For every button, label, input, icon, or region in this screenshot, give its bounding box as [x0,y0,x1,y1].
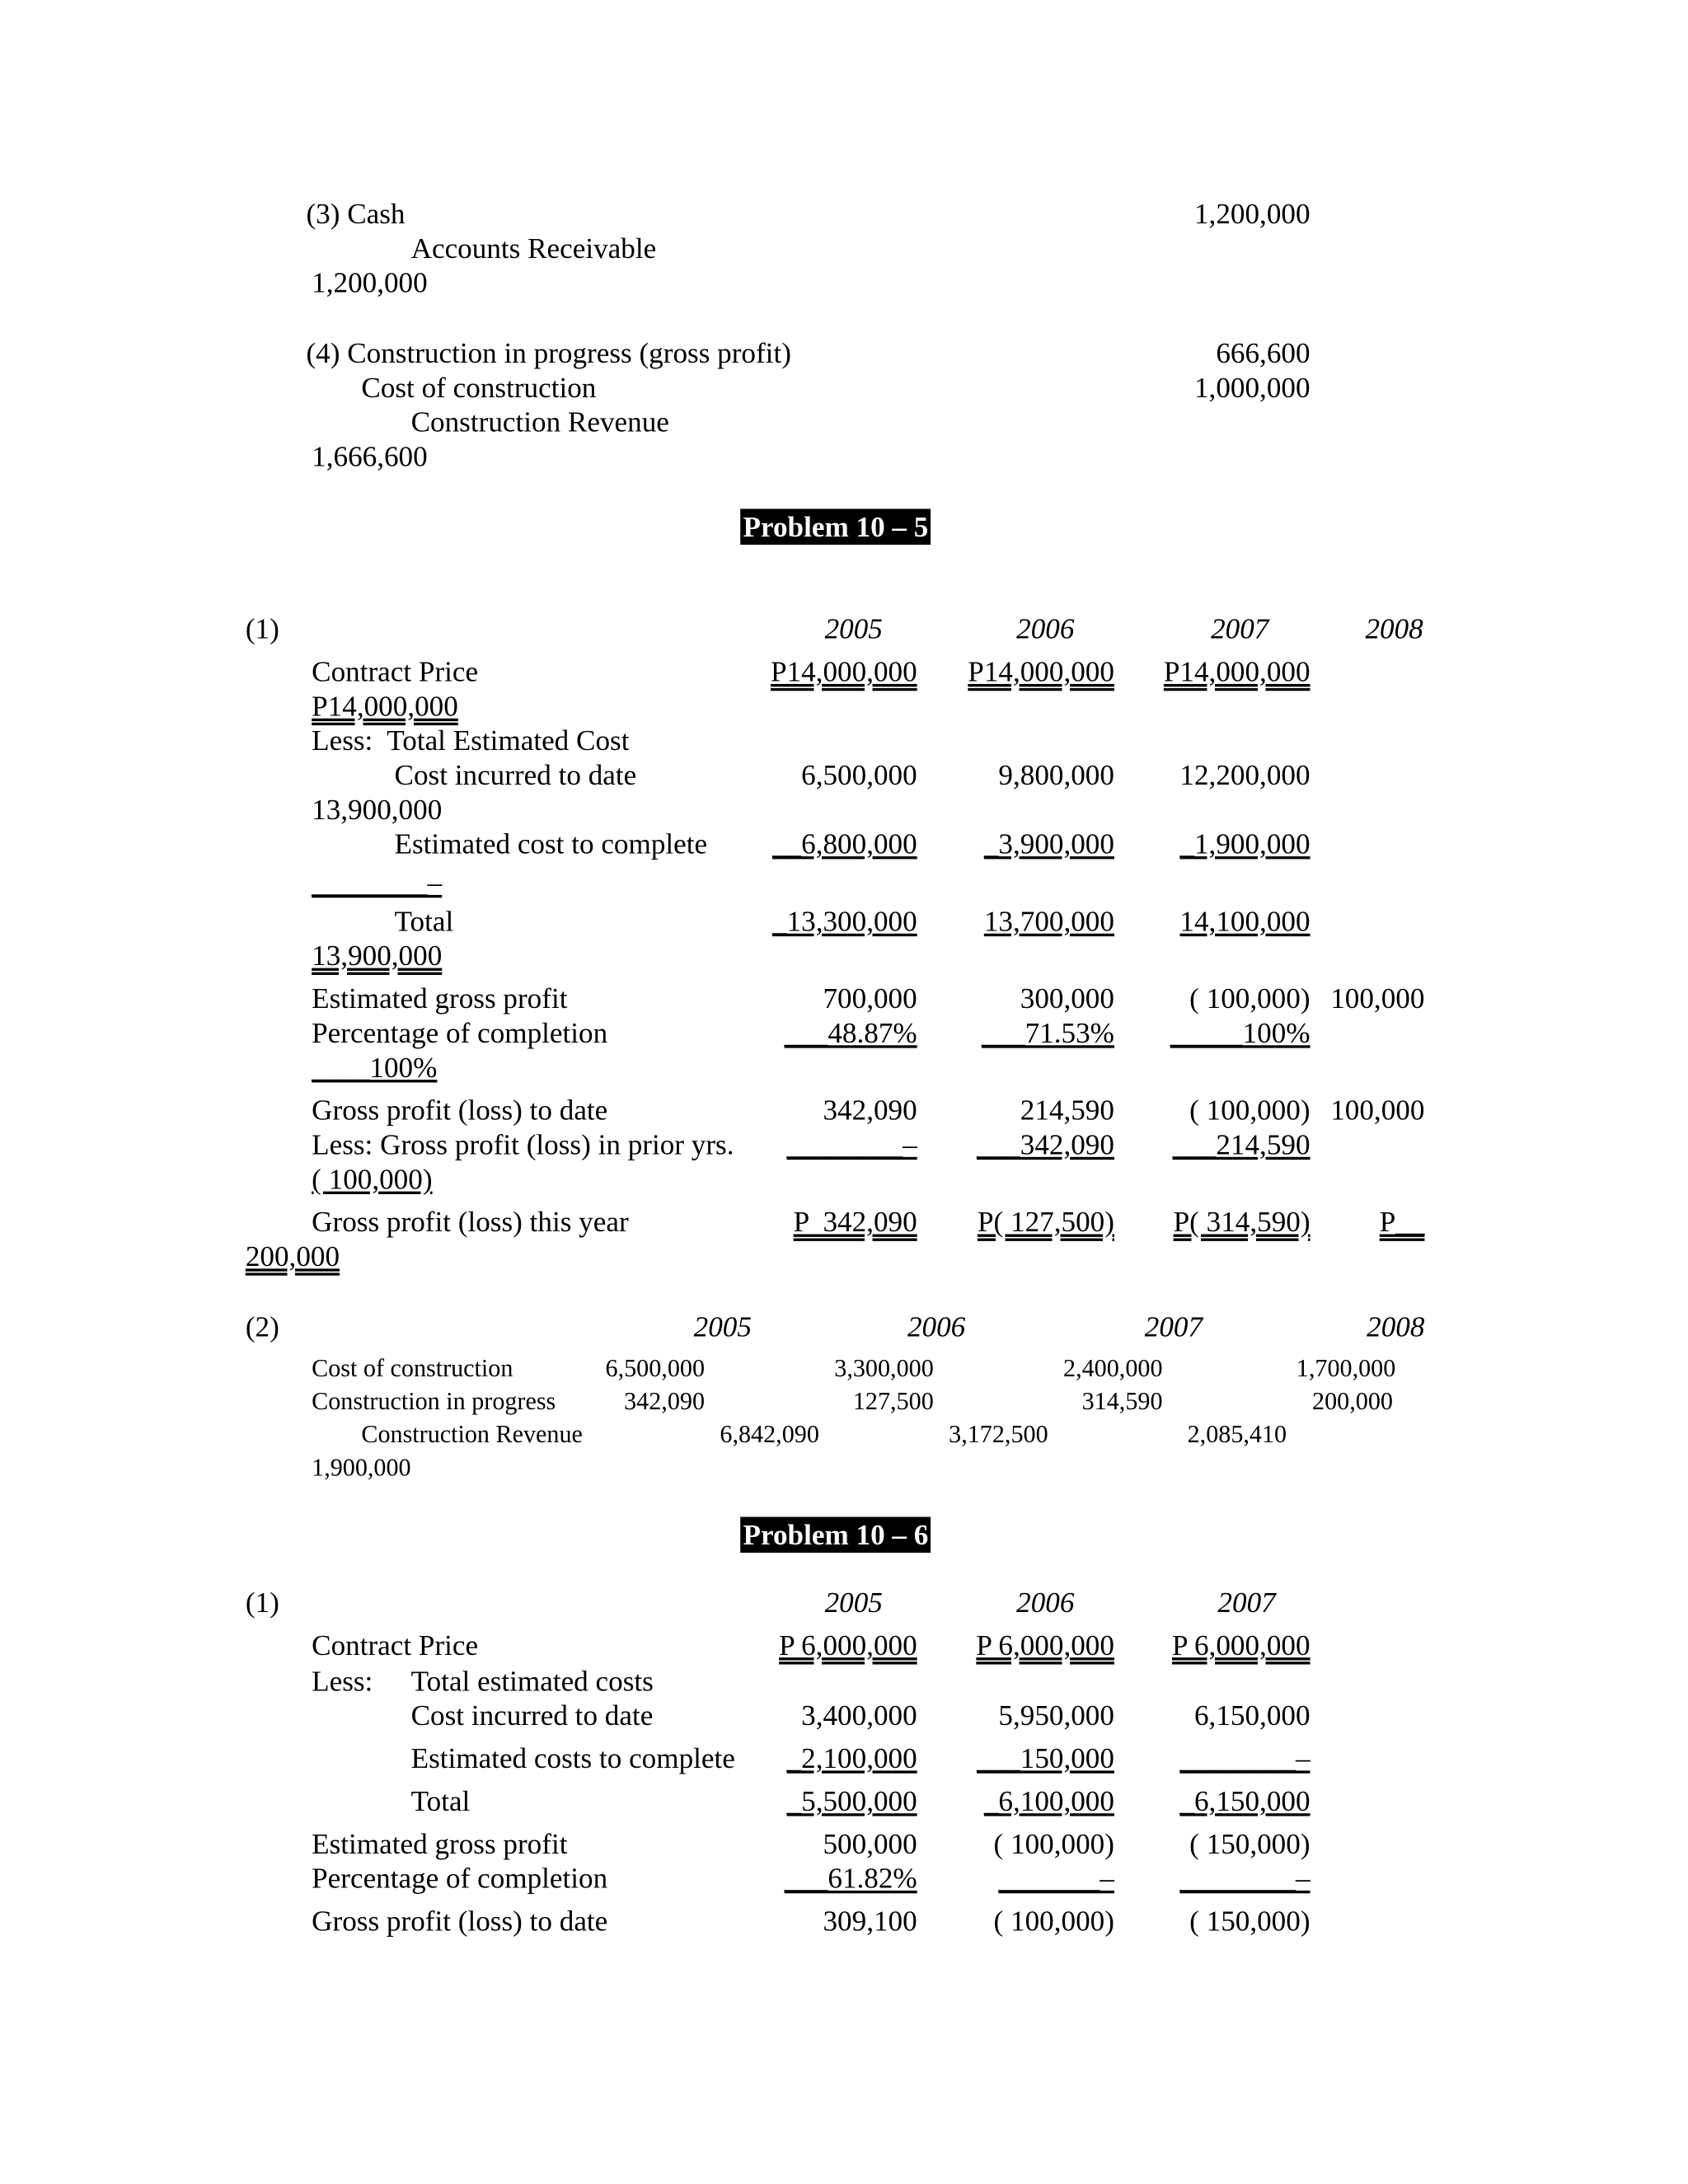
row-label: Estimated gross profit [312,1826,568,1861]
cell: ________– [312,865,443,899]
year-header: 2007 [1144,1310,1203,1343]
cell: ____100% [312,1050,438,1085]
row-label: Gross profit (loss) to date [312,1093,608,1127]
year-header: 2007 [1211,612,1269,646]
cell: __6,800,000 [771,827,917,861]
cell: ( 100,000) [993,1826,1114,1861]
cell: ___48.87% [784,1016,917,1050]
journal-credit: 1,200,000 [312,265,428,300]
part-marker: (1) [245,1586,279,1619]
cell: ( 150,000) [1189,1904,1311,1938]
row-label: Gross profit (loss) to date [312,1904,608,1938]
cell: P 6,000,000 [779,1629,917,1662]
cell: P14,000,000 [771,654,917,688]
cell: 6,842,090 [720,1420,819,1448]
cell: 3,300,000 [834,1354,934,1382]
year-header: 2005 [824,612,883,646]
row-label: Less: [312,1664,373,1698]
year-header: 2008 [1365,612,1423,646]
cell: 342,090 [823,1093,917,1127]
cell: ___150,000 [977,1741,1114,1775]
cell: 309,100 [823,1904,917,1938]
cell: 700,000 [823,982,917,1015]
row-label: Less: Total Estimated Cost [312,724,630,757]
journal-credit-account: Construction Revenue [410,405,669,439]
cell: P14,000,000 [968,654,1114,688]
cell: 314,590 [1081,1387,1163,1415]
cell: 214,590 [1020,1093,1114,1127]
cell: 200,000 [245,1240,340,1273]
year-header: 2006 [907,1310,966,1343]
row-label: Total estimated costs [410,1664,654,1698]
row-label: Percentage of completion [312,1016,608,1050]
cell: ___61.82% [784,1861,917,1895]
journal-debit-account: Cost of construction [361,371,597,405]
cell: 2,400,000 [1063,1354,1163,1382]
cell: 100,000 [1330,982,1425,1015]
part-marker: (2) [245,1310,279,1343]
cell: P 342,090 [793,1205,917,1239]
cell: ___342,090 [977,1127,1114,1161]
cell: 342,090 [624,1387,706,1415]
row-label: Total [394,904,454,938]
cell: 127,500 [852,1387,934,1415]
cell: 6,500,000 [605,1354,706,1382]
problem-title: Problem 10 – 5 [740,509,931,545]
year-header: 2005 [693,1310,752,1343]
cell: _______– [998,1861,1114,1895]
cell: 5,950,000 [998,1699,1114,1732]
row-label: Construction in progress [312,1387,556,1415]
cell: ________– [1179,1861,1311,1895]
cell: 500,000 [823,1826,917,1861]
cell: 14,100,000 [1179,904,1311,938]
cell: _13,300,000 [771,904,917,938]
year-header: 2005 [824,1586,883,1619]
year-header: 2006 [1016,612,1075,646]
cell: ________– [1179,1741,1311,1775]
row-label: Estimated costs to complete [410,1741,735,1775]
journal-debit: 1,200,000 [1193,197,1311,231]
cell: ( 100,000) [1189,1093,1311,1127]
cell: _6,150,000 [1179,1784,1311,1818]
cell: P 6,000,000 [1171,1629,1311,1662]
row-label: Construction Revenue [361,1420,583,1448]
journal-entry-4-label: (4) Construction in progress (gross profit) [306,336,791,370]
journal-credit: 1,666,600 [312,439,428,473]
year-header: 2008 [1367,1310,1425,1343]
cell: 3,400,000 [801,1699,917,1732]
cell: 300,000 [1020,982,1114,1015]
cell: 1,900,000 [312,1453,411,1482]
cell: P14,000,000 [1163,654,1311,688]
cell: _5,500,000 [786,1784,917,1818]
journal-credit-account: Accounts Receivable [410,232,657,265]
cell: 9,800,000 [998,758,1114,792]
cell: 13,700,000 [983,904,1114,938]
cell: ___71.53% [981,1016,1114,1050]
journal-debit: 666,600 [1216,336,1311,370]
cell: _1,900,000 [1179,827,1311,861]
year-header: 2006 [1016,1586,1075,1619]
cell: _____100% [1170,1016,1311,1050]
row-label: Less: Gross profit (loss) in prior yrs. [312,1127,734,1161]
cell: ( 150,000) [1189,1826,1311,1861]
journal-entry-3-label: (3) Cash [306,197,406,231]
cell: ( 100,000) [312,1162,433,1196]
cell: 1,700,000 [1296,1354,1396,1382]
cell: P( 314,590) [1173,1205,1311,1239]
cell: 12,200,000 [1179,758,1311,792]
year-header: 2007 [1217,1586,1276,1619]
cell: P( 127,500) [978,1205,1114,1239]
row-label: Contract Price [312,654,479,688]
cell: 100,000 [1330,1093,1425,1127]
cell: 6,150,000 [1193,1699,1311,1732]
row-label: Cost of construction [312,1354,513,1382]
row-label: Estimated cost to complete [394,827,708,861]
cell: _3,900,000 [983,827,1114,861]
cell: P 6,000,000 [976,1629,1114,1662]
cell: 200,000 [1312,1387,1393,1415]
problem-title: Problem 10 – 6 [740,1517,931,1554]
cell: P__ [1379,1205,1425,1239]
row-label: Cost incurred to date [394,758,637,792]
cell: 2,085,410 [1187,1420,1287,1448]
cell: ___214,590 [1172,1127,1311,1161]
cell: 13,900,000 [312,939,443,972]
cell: ( 100,000) [1189,982,1311,1015]
cell: ( 100,000) [993,1904,1114,1938]
part-marker: (1) [245,612,279,646]
row-label: Percentage of completion [312,1861,608,1895]
row-label: Cost incurred to date [410,1699,654,1732]
cell: 6,500,000 [801,758,917,792]
journal-debit: 1,000,000 [1193,371,1311,405]
row-label: Total [410,1784,471,1818]
cell: ________– [786,1127,917,1161]
row-label: Estimated gross profit [312,982,568,1015]
row-label: Gross profit (loss) this year [312,1205,629,1239]
cell: 13,900,000 [312,793,443,827]
cell: _6,100,000 [983,1784,1114,1818]
cell: _2,100,000 [786,1741,917,1775]
row-label: Contract Price [312,1629,479,1662]
cell: P14,000,000 [312,689,458,723]
cell: 3,172,500 [949,1420,1048,1448]
